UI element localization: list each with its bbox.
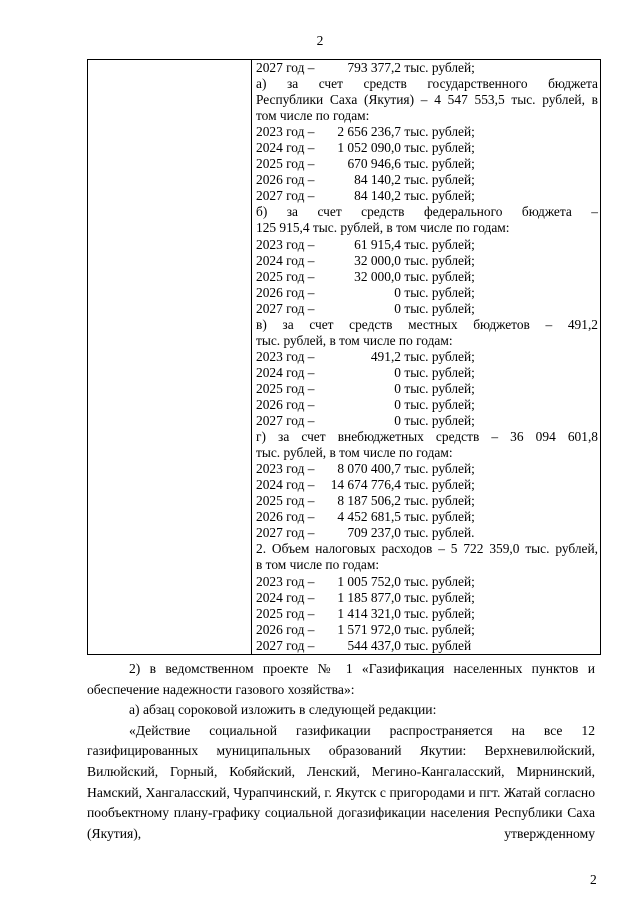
- funding-year-row: [256, 622, 598, 638]
- funding-year-row: [256, 172, 598, 188]
- year-label: 2026 год –: [256, 621, 315, 637]
- year-label: 2023 год –: [256, 124, 315, 140]
- funding-year-row: [256, 349, 598, 365]
- amount-value: 0: [394, 284, 401, 300]
- amount-value: 84 140,2: [354, 172, 401, 188]
- unit-label: тыс. рублей;: [404, 589, 475, 605]
- funding-year-row: [256, 606, 598, 622]
- unit-label: тыс. рублей.: [404, 525, 475, 541]
- year-label: 2023 год –: [256, 573, 315, 589]
- amount-value: 0: [394, 380, 401, 396]
- unit-label: тыс. рублей;: [404, 621, 475, 637]
- unit-label: тыс. рублей;: [404, 348, 475, 364]
- funding-text-line: тыс. рублей, в том числе по годам:: [256, 332, 453, 348]
- amount-value: 8 187 506,2: [337, 493, 401, 509]
- year-label: 2023 год –: [256, 236, 315, 252]
- funding-year-row: [256, 60, 598, 76]
- unit-label: тыс. рублей;: [404, 156, 475, 172]
- amount-value: 1 052 090,0: [337, 140, 401, 156]
- unit-label: тыс. рублей: [404, 637, 472, 653]
- funding-text-line: б) за счет средств федерального бюджета –: [256, 204, 598, 220]
- amount-value: 1 414 321,0: [337, 605, 401, 621]
- funding-table: [87, 59, 601, 655]
- amount-value: 0: [394, 396, 401, 412]
- amount-value: 670 946,6: [347, 156, 401, 172]
- year-label: 2027 год –: [256, 525, 315, 541]
- funding-year-row: [256, 285, 598, 301]
- funding-year-row: [256, 301, 598, 317]
- funding-year-row: [256, 509, 598, 525]
- unit-label: тыс. рублей;: [404, 60, 475, 75]
- year-label: 2025 год –: [256, 268, 315, 284]
- amount-value: 14 674 776,4: [330, 477, 401, 493]
- funding-year-row: [256, 477, 598, 493]
- funding-year-row: [256, 269, 598, 285]
- amount-value: 1 571 972,0: [337, 621, 401, 637]
- funding-text-line: а) за счет средств государственного бюджета: [256, 76, 598, 92]
- year-label: 2027 год –: [256, 637, 315, 653]
- unit-label: тыс. рублей;: [404, 140, 475, 156]
- amount-value: 793 377,2: [347, 60, 401, 75]
- unit-label: тыс. рублей;: [404, 461, 475, 477]
- year-label: 2026 год –: [256, 509, 315, 525]
- year-label: 2026 год –: [256, 396, 315, 412]
- funding-text-line: г) за счет внебюджетных средств – 36 094 601,8: [256, 429, 598, 445]
- amount-value: 2 656 236,7: [337, 124, 401, 140]
- funding-year-row: [256, 638, 598, 654]
- funding-year-row: [256, 493, 598, 509]
- paragraph-project: 2) в ведомственном проекте № 1 «Газификация населенных пунктов и обеспечение надежности газового хозяйства»:: [87, 661, 595, 697]
- amount-value: 84 140,2: [354, 188, 401, 204]
- unit-label: тыс. рублей;: [404, 252, 475, 268]
- year-label: 2024 год –: [256, 477, 315, 493]
- funding-year-row: [256, 590, 598, 606]
- year-label: 2027 год –: [256, 60, 315, 75]
- funding-year-row: [256, 188, 598, 204]
- amount-value: 0: [394, 364, 401, 380]
- year-label: 2025 год –: [256, 493, 315, 509]
- unit-label: тыс. рублей;: [404, 188, 475, 204]
- amount-value: 544 437,0: [347, 637, 401, 653]
- funding-year-row: [256, 156, 598, 172]
- unit-label: тыс. рублей;: [404, 300, 475, 316]
- year-label: 2025 год –: [256, 380, 315, 396]
- funding-text-line: в) за счет средств местных бюджетов – 491,2: [256, 316, 598, 332]
- funding-year-row: [256, 413, 598, 429]
- unit-label: тыс. рублей;: [404, 172, 475, 188]
- funding-text-line: 125 915,4 тыс. рублей, в том числе по годам:: [256, 220, 510, 236]
- year-label: 2025 год –: [256, 605, 315, 621]
- funding-text-line: тыс. рублей, в том числе по годам:: [256, 445, 453, 461]
- unit-label: тыс. рублей;: [404, 413, 475, 429]
- year-label: 2024 год –: [256, 364, 315, 380]
- amount-value: 1 005 752,0: [337, 573, 401, 589]
- year-label: 2023 год –: [256, 461, 315, 477]
- unit-label: тыс. рублей;: [404, 268, 475, 284]
- amount-value: 709 237,0: [347, 525, 401, 541]
- funding-year-row: [256, 461, 598, 477]
- funding-year-row: [256, 237, 598, 253]
- amount-value: 4 452 681,5: [337, 509, 401, 525]
- unit-label: тыс. рублей;: [404, 605, 475, 621]
- amount-value: 0: [394, 413, 401, 429]
- funding-year-row: [256, 381, 598, 397]
- unit-label: тыс. рублей;: [404, 509, 475, 525]
- funding-year-row: [256, 397, 598, 413]
- table-right-cell: [252, 60, 601, 655]
- funding-text-line: 2. Объем налоговых расходов – 5 722 359,0 тыс. рублей,: [256, 541, 598, 557]
- unit-label: тыс. рублей;: [404, 477, 475, 493]
- funding-year-row: [256, 140, 598, 156]
- unit-label: тыс. рублей;: [404, 124, 475, 140]
- unit-label: тыс. рублей;: [404, 493, 475, 509]
- unit-label: тыс. рублей;: [404, 380, 475, 396]
- funding-year-row: [256, 365, 598, 381]
- funding-year-row: [256, 253, 598, 269]
- funding-year-row: [256, 124, 598, 140]
- page-number-top: 2: [316, 33, 324, 48]
- year-label: 2026 год –: [256, 284, 315, 300]
- amount-value: 32 000,0: [354, 252, 401, 268]
- unit-label: тыс. рублей;: [404, 364, 475, 380]
- funding-year-row: [256, 574, 598, 590]
- table-left-cell: [88, 60, 252, 655]
- paragraph-quote: «Действие социальной газификации распространяется на все 12 газифицированных муниципальных образований Якутии: Верхневилюйский, Вилюйский, Горный, Кобяйский, Ленский, Мегино-Кангаласский, Мирнинский, Намский, Хангаласский, Чурапчинский, г. Якутск с пригородами и пгт. Жатай согласно пообъектному плану-графику социальной догазификации населения Республики Саха (Якутия), утвержденному: [87, 722, 595, 841]
- amount-value: 61 915,4: [354, 236, 401, 252]
- amount-value: 1 185 877,0: [337, 589, 401, 605]
- year-label: 2024 год –: [256, 589, 315, 605]
- year-label: 2024 год –: [256, 140, 315, 156]
- unit-label: тыс. рублей;: [404, 573, 475, 589]
- page-number-bottom: 2: [590, 872, 597, 887]
- year-label: 2026 год –: [256, 172, 315, 188]
- unit-label: тыс. рублей;: [404, 284, 475, 300]
- amount-value: 0: [394, 300, 401, 316]
- amount-value: 32 000,0: [354, 268, 401, 284]
- year-label: 2027 год –: [256, 413, 315, 429]
- year-label: 2024 год –: [256, 252, 315, 268]
- year-label: 2023 год –: [256, 348, 315, 364]
- amount-value: 8 070 400,7: [337, 461, 401, 477]
- funding-text-line: том числе по годам:: [256, 108, 370, 124]
- amount-value: 491,2: [370, 348, 401, 364]
- unit-label: тыс. рублей;: [404, 236, 475, 252]
- body-text: [87, 659, 595, 844]
- funding-lines: [256, 60, 598, 654]
- funding-text-line: в том числе по годам:: [256, 557, 380, 573]
- year-label: 2025 год –: [256, 156, 315, 172]
- funding-text-line: Республики Саха (Якутия) – 4 547 553,5 тыс. рублей, в: [256, 92, 598, 108]
- unit-label: тыс. рублей;: [404, 396, 475, 412]
- table-row: [88, 60, 601, 655]
- year-label: 2027 год –: [256, 300, 315, 316]
- year-label: 2027 год –: [256, 188, 315, 204]
- paragraph-amendment: а) абзац сороковой изложить в следующей редакции:: [129, 702, 437, 718]
- funding-year-row: [256, 525, 598, 541]
